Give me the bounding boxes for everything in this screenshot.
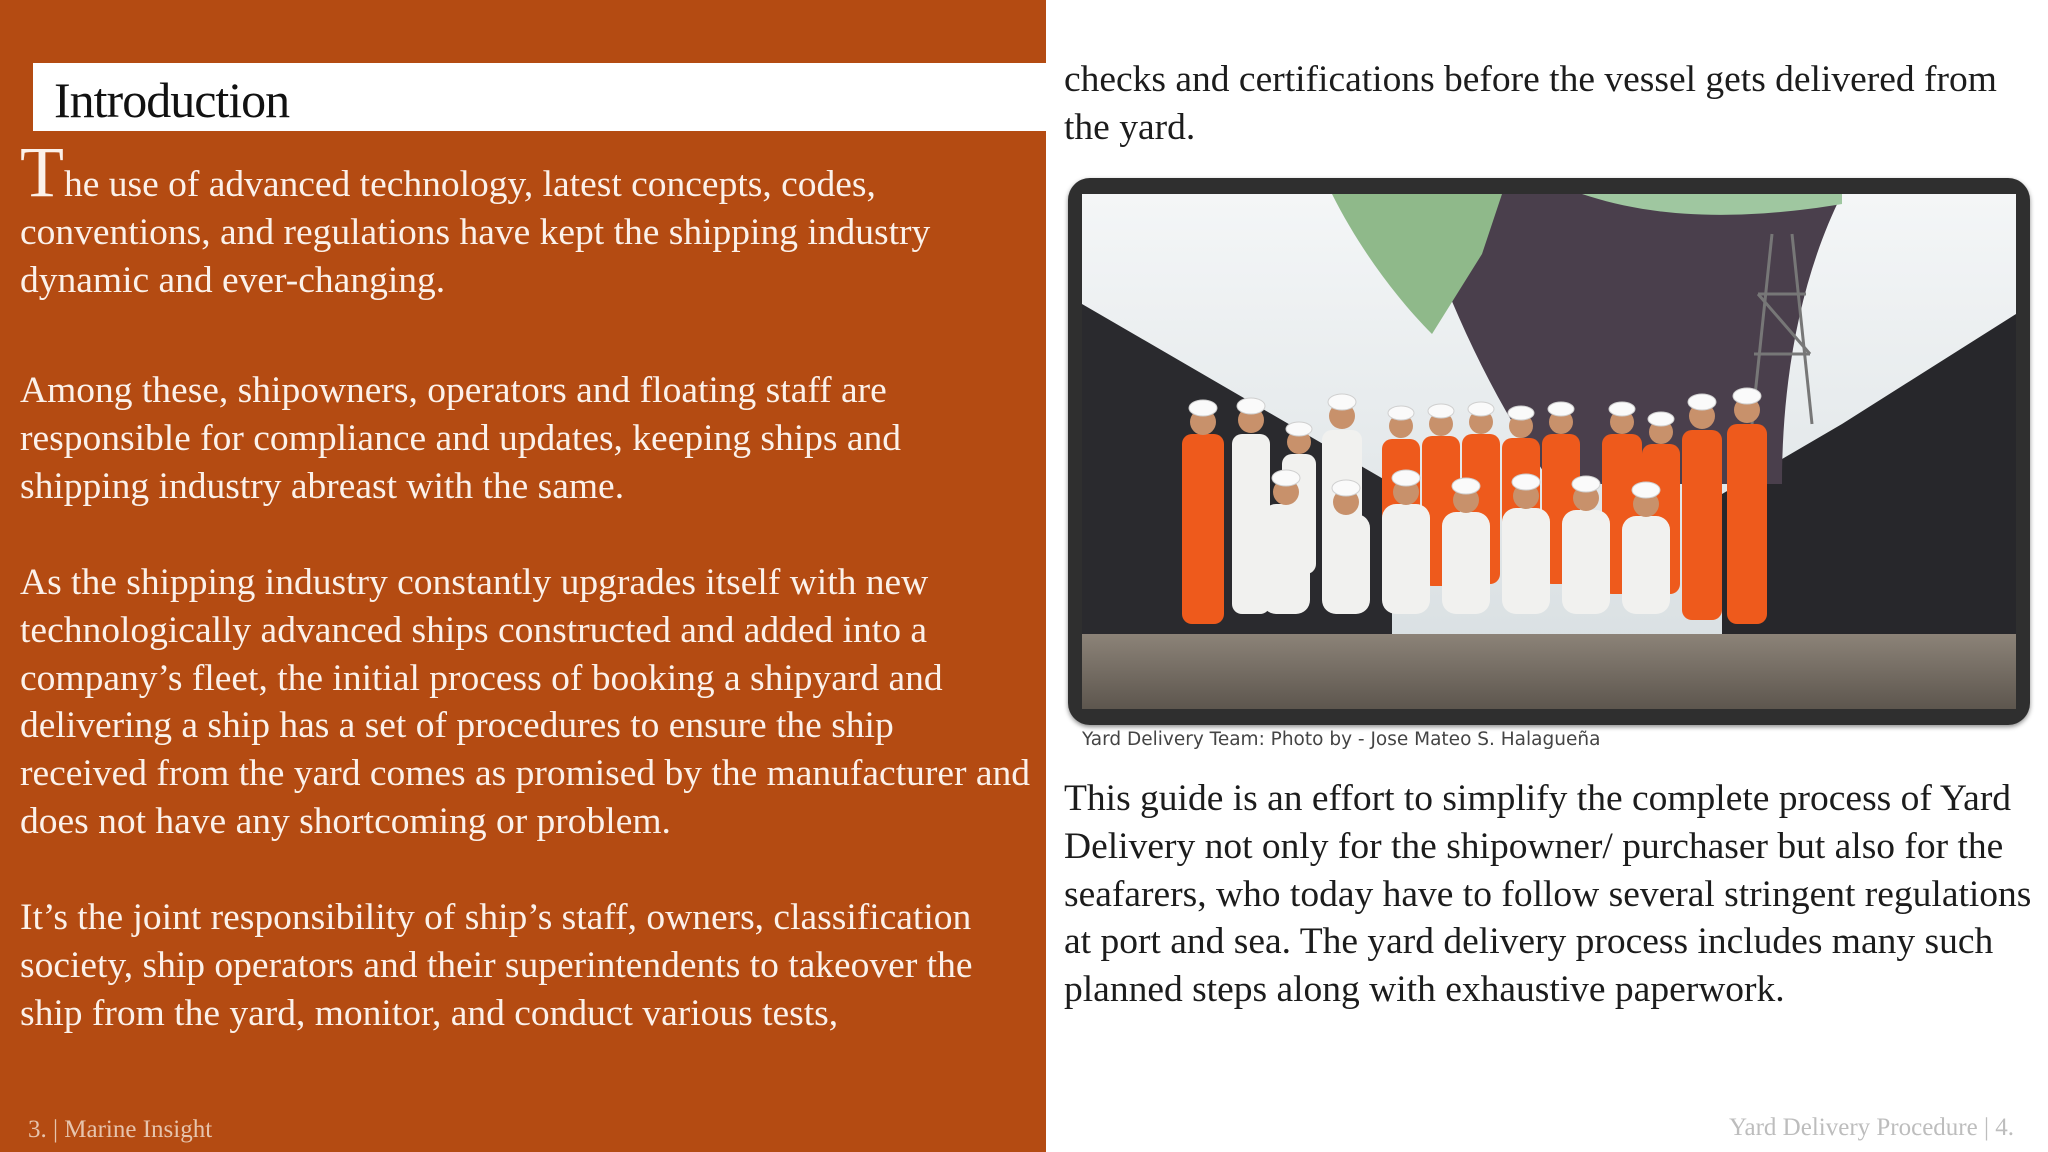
dock-floor bbox=[1082, 634, 2016, 709]
page-footer-left: 3. | Marine Insight bbox=[28, 1116, 213, 1143]
team-photo bbox=[1068, 178, 2030, 725]
intro-paragraph-1-text: he use of advanced technology, latest concepts, codes, conventions, and regulations have kept the shipping industry dynamic and ever-changing. bbox=[20, 164, 931, 301]
guide-paragraph: This guide is an effort to simplify the complete process of Yard Delivery not only for the shipowner/ purchaser but also for the seafarers, who today have to follow several stringent regulations at port and sea. The yard delivery process includes many such planned steps along with exhaustive paperwork. bbox=[1064, 778, 2032, 1011]
intro-paragraph-3: As the shipping industry constantly upgrades itself with new technologically advanced ships constructed and added into a company’s fleet, the initial process of booking a shipyard and delivering a ship has a set of procedures to ensure the ship received from the yard comes as promised by the manufacturer and does not have any shortcoming or problem. bbox=[20, 562, 1031, 842]
intro-paragraph-1 bbox=[20, 132, 1030, 304]
photo-caption: Yard Delivery Team: Photo by - Jose Mateo S. Halagueña bbox=[1082, 729, 1601, 750]
page-title: Introduction bbox=[54, 72, 290, 128]
team-photo-image bbox=[1082, 194, 2016, 709]
intro-paragraph-4: It’s the joint responsibility of ship’s staff, owners, classification society, ship operators and their superintendents to takeover the ship from the yard, monitor, and conduct various tests, bbox=[20, 897, 973, 1034]
intro-paragraph-2: Among these, shipowners, operators and floating staff are responsible for compliance and updates, keeping ships and shipping industry abreast with the same. bbox=[20, 370, 902, 507]
page-footer-right: Yard Delivery Procedure | 4. bbox=[1728, 1114, 2014, 1141]
drop-cap: T bbox=[20, 132, 64, 212]
continuation-paragraph: checks and certifications before the vessel gets delivered from the yard. bbox=[1064, 59, 1997, 148]
